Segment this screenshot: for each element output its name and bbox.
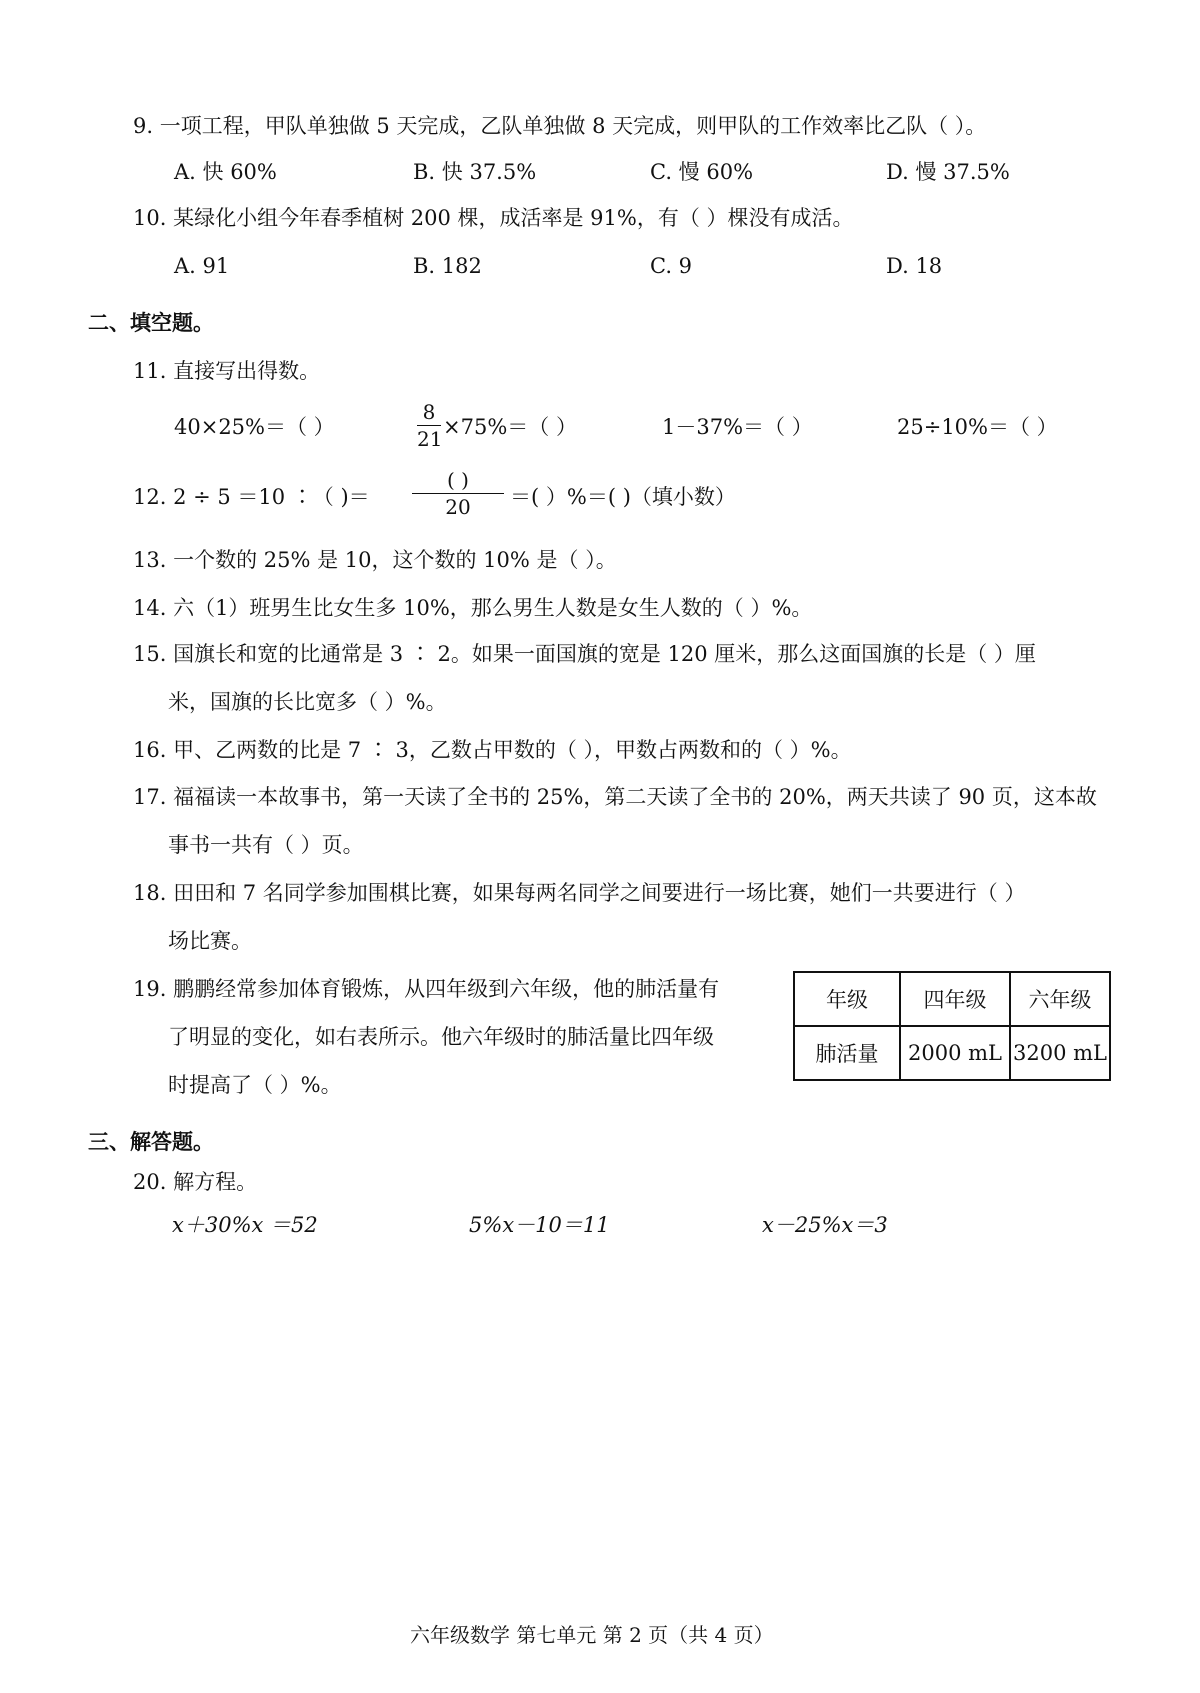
table-cell: 四年级 bbox=[900, 972, 1010, 1026]
fraction-bar bbox=[417, 425, 441, 426]
table-cell: 3200 mL bbox=[1010, 1026, 1110, 1080]
question-11: 11. 直接写出得数。 bbox=[133, 359, 321, 383]
q11-fraction-denominator: 21 bbox=[417, 427, 443, 451]
q9-option-c: C. 慢 60% bbox=[650, 160, 754, 184]
q10-option-b: B. 182 bbox=[413, 254, 482, 278]
q12-fraction-denominator: 20 bbox=[445, 495, 471, 519]
q9-option-d: D. 慢 37.5% bbox=[886, 160, 1010, 184]
table-cell: 2000 mL bbox=[900, 1026, 1010, 1080]
question-15-line-2: 米，国旗的长比宽多（ ）%。 bbox=[168, 690, 447, 714]
question-19-line-2: 了明显的变化，如右表所示。他六年级时的肺活量比四年级 bbox=[168, 1025, 714, 1049]
table-cell: 六年级 bbox=[1010, 972, 1110, 1026]
table-cell: 肺活量 bbox=[794, 1026, 900, 1080]
q12-fraction-numerator: ( ) bbox=[447, 468, 469, 492]
question-19-line-3: 时提高了（ ）%。 bbox=[168, 1073, 342, 1097]
q11-expr-2: ×75%＝（ ） bbox=[443, 415, 577, 439]
lung-capacity-table bbox=[793, 971, 1111, 1081]
fraction-bar bbox=[412, 493, 504, 494]
question-12-tail: ＝( ）%＝( )（填小数） bbox=[510, 485, 736, 509]
question-13: 13. 一个数的 25% 是 10，这个数的 10% 是（ ）。 bbox=[133, 548, 617, 572]
page-footer: 六年级数学 第七单元 第 2 页（共 4 页） bbox=[410, 1623, 774, 1647]
question-9: 9. 一项工程，甲队单独做 5 天完成，乙队单独做 8 天完成，则甲队的工作效率比乙队（ ）。 bbox=[133, 114, 987, 138]
question-19-line-1: 19. 鹏鹏经常参加体育锻炼，从四年级到六年级，他的肺活量有 bbox=[133, 977, 720, 1001]
question-15-line-1: 15. 国旗长和宽的比通常是 3 ∶ 2。如果一面国旗的宽是 120 厘米，那么这面国旗的长是（ ）厘 bbox=[133, 642, 1036, 666]
equation-2: 5%x－10＝11 bbox=[469, 1213, 610, 1237]
question-17-line-1: 17. 福福读一本故事书，第一天读了全书的 25%，第二天读了全书的 20%，两天共读了 90 页，这本故 bbox=[133, 785, 1097, 809]
q9-option-b: B. 快 37.5% bbox=[413, 160, 537, 184]
question-18-line-1: 18. 田田和 7 名同学参加围棋比赛，如果每两名同学之间要进行一场比赛，她们一共要进行（ ） bbox=[133, 881, 1026, 905]
section-3-title: 三、解答题。 bbox=[88, 1130, 214, 1154]
question-12-lead: 12. 2 ÷ 5 ＝10 ∶（ )＝ bbox=[133, 485, 370, 509]
table-header-row bbox=[794, 972, 1110, 1026]
question-18-line-2: 场比赛。 bbox=[168, 929, 252, 953]
question-16: 16. 甲、乙两数的比是 7 ∶ 3，乙数占甲数的（ ），甲数占两数和的（ ）%。 bbox=[133, 738, 852, 762]
q11-fraction-numerator: 8 bbox=[422, 400, 436, 424]
question-10: 10. 某绿化小组今年春季植树 200 棵，成活率是 91%，有（ ）棵没有成活。 bbox=[133, 206, 854, 230]
q11-expr-4: 25÷10%＝（ ） bbox=[897, 415, 1058, 439]
q11-fraction bbox=[417, 402, 441, 449]
q10-option-a: A. 91 bbox=[174, 254, 230, 278]
question-17-line-2: 事书一共有（ ）页。 bbox=[168, 833, 364, 857]
q10-option-d: D. 18 bbox=[886, 254, 943, 278]
table-row bbox=[794, 1026, 1110, 1080]
section-2-title: 二、填空题。 bbox=[88, 311, 214, 335]
table-cell: 年级 bbox=[794, 972, 900, 1026]
question-20: 20. 解方程。 bbox=[133, 1170, 258, 1194]
q12-fraction bbox=[412, 470, 504, 517]
equation-1: x＋30%x ＝52 bbox=[172, 1213, 318, 1237]
q11-expr-3: 1－37%＝（ ） bbox=[662, 415, 813, 439]
question-14: 14. 六（1）班男生比女生多 10%，那么男生人数是女生人数的（ ）%。 bbox=[133, 596, 813, 620]
q9-option-a: A. 快 60% bbox=[174, 160, 277, 184]
q10-option-c: C. 9 bbox=[650, 254, 693, 278]
equation-3: x－25%x＝3 bbox=[762, 1213, 888, 1237]
q11-expr-1: 40×25%＝（ ） bbox=[174, 415, 335, 439]
